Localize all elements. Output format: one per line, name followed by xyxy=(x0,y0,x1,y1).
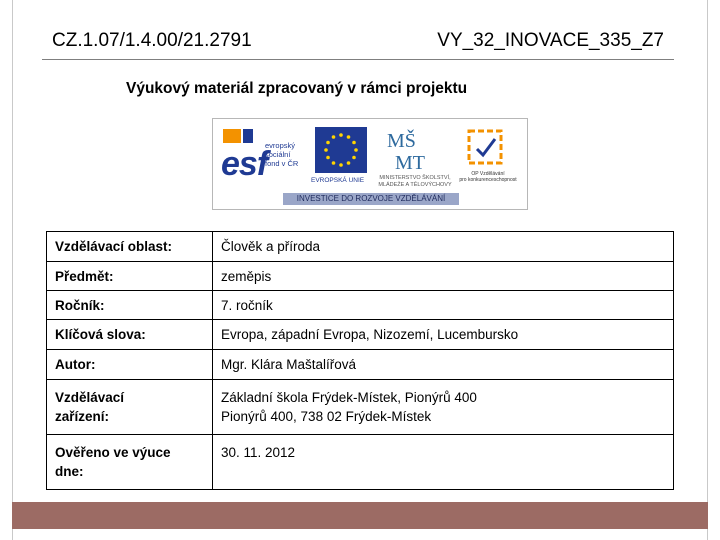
row-label: Autor: xyxy=(47,350,213,380)
svg-text:MT: MT xyxy=(395,152,425,174)
table-row xyxy=(47,262,674,291)
row-label: Klíčová slova: xyxy=(47,320,213,350)
eu-flag-icon xyxy=(315,127,367,173)
page-subtitle: Výukový materiál zpracovaný v rámci projektu xyxy=(126,80,468,97)
row-value xyxy=(213,380,674,435)
table-row xyxy=(47,380,674,435)
msmt-logo-icon xyxy=(381,125,441,175)
eu-star xyxy=(339,133,343,137)
footer-bar xyxy=(12,502,708,529)
row-label-line: Ověřeno ve výuce xyxy=(55,445,171,460)
eu-star xyxy=(332,135,336,139)
msmt-label-line: MLÁDEŽE A TĚLOVÝCHOVY xyxy=(378,182,452,188)
row-label: Ročník: xyxy=(47,291,213,320)
row-label: Předmět: xyxy=(47,262,213,291)
table-row xyxy=(47,232,674,262)
investice-banner: INVESTICE DO ROZVOJE VZDĚLÁVÁNÍ xyxy=(283,193,459,205)
eu-star xyxy=(347,135,351,139)
eu-star xyxy=(347,161,351,165)
row-label xyxy=(47,435,213,490)
row-value: Mgr. Klára Maštalířová xyxy=(213,350,674,380)
row-label xyxy=(47,380,213,435)
op-vzdelavani-logo-icon xyxy=(465,127,505,167)
table-row xyxy=(47,320,674,350)
row-value xyxy=(213,435,674,490)
row-value: Evropa, západní Evropa, Nizozemí, Lucembursko xyxy=(213,320,674,350)
table-row xyxy=(47,350,674,380)
eu-label: EVROPSKÁ UNIE xyxy=(311,177,365,184)
table-row xyxy=(47,435,674,490)
op-label xyxy=(453,171,523,183)
row-value: Člověk a příroda xyxy=(213,232,674,262)
eu-star xyxy=(352,141,356,145)
eu-star xyxy=(324,148,328,152)
project-info-table xyxy=(46,231,674,490)
header-divider xyxy=(42,59,674,60)
eu-star xyxy=(339,163,343,167)
esf-subtitle xyxy=(265,141,298,168)
row-value-line: 30. 11. 2012 xyxy=(221,445,296,460)
eu-star xyxy=(332,161,336,165)
project-code: CZ.1.07/1.4.00/21.2791 xyxy=(52,30,252,51)
row-label: Vzdělávací oblast: xyxy=(47,232,213,262)
esf-subtitle-line: evropský xyxy=(265,141,296,150)
row-value: zeměpis xyxy=(213,262,674,291)
row-value: 7. ročník xyxy=(213,291,674,320)
op-label-line: pro konkurenceschopnost xyxy=(459,177,517,183)
svg-text:MŠ: MŠ xyxy=(387,130,416,152)
row-value-line: Pionýrů 400, 738 02 Frýdek-Místek xyxy=(221,409,432,424)
msmt-label-line: MINISTERSTVO ŠKOLSTVÍ, xyxy=(379,175,451,181)
row-label-line: Vzdělávací xyxy=(55,390,125,405)
table-row xyxy=(47,291,674,320)
material-code: VY_32_INOVACE_335_Z7 xyxy=(437,30,664,51)
eu-star xyxy=(326,156,330,160)
row-label-line: dne: xyxy=(55,464,84,479)
esf-subtitle-line: fond v ČR xyxy=(265,159,299,168)
eu-star xyxy=(326,141,330,145)
row-value-line: Základní škola Frýdek-Místek, Pionýrů 400 xyxy=(221,390,477,405)
funding-logos-banner xyxy=(212,118,528,210)
row-label-line: zařízení: xyxy=(55,409,110,424)
esf-subtitle-line: sociální xyxy=(265,150,291,159)
esf-wordmark: esf xyxy=(221,145,268,183)
msmt-label xyxy=(373,175,457,189)
eu-star xyxy=(354,148,358,152)
op-label-line: OP Vzdělávání xyxy=(471,171,505,177)
eu-star xyxy=(352,156,356,160)
